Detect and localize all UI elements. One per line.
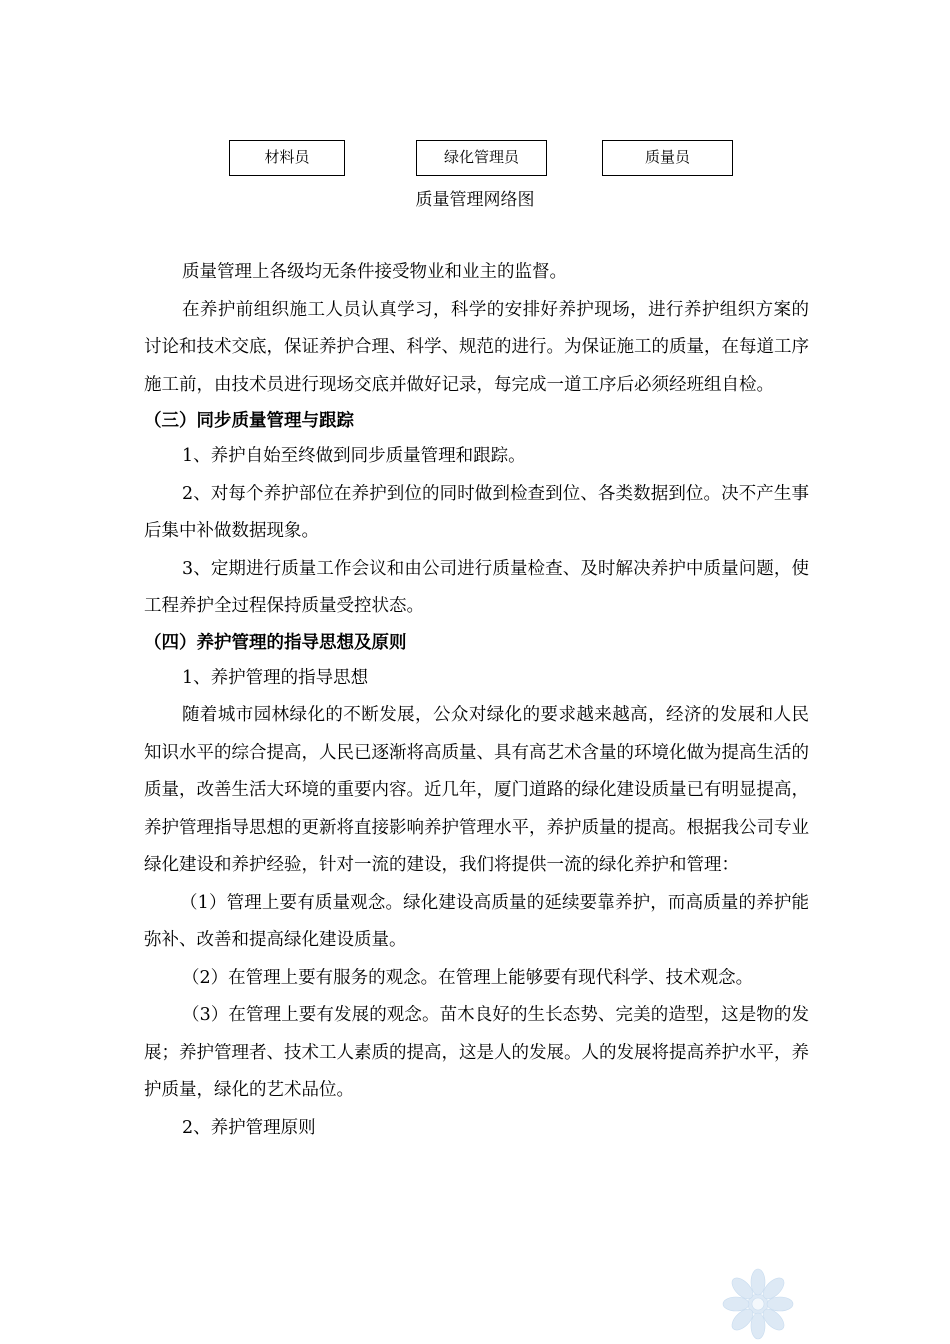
org-box-greening-manager: 绿化管理员: [416, 140, 547, 176]
list-item: 2、对每个养护部位在养护到位的同时做到检查到位、各类数据到位。决不产生事后集中补做数据现象。: [144, 483, 809, 541]
paragraph: 质量管理上各级均无条件接受物业和业主的监督。: [182, 262, 567, 282]
list-item: （3）在管理上要有发展的观念。苗木良好的生长态势、完美的造型，这是物的发展；养护管理者、技术工人素质的提高，这是人的发展。人的发展将提高养护水平，养护质量，绿化的艺术品位。: [144, 1005, 809, 1100]
paragraph: 在养护前组织施工人员认真学习，科学的安排好养护现场，进行养护组织方案的讨论和技术交底，保证养护合理、科学、规范的进行。为保证施工的质量，在每道工序施工前，由技术员进行现场交底并做好记录，每完成一道工序后必须经班组自检。: [144, 299, 809, 395]
subheading: 2、养护管理原则: [182, 1117, 316, 1138]
diagram-caption: 质量管理网络图: [415, 190, 535, 210]
paragraph: 随着城市园林绿化的不断发展，公众对绿化的要求越来越高，经济的发展和人民知识水平的综合提高，人民已逐渐将高质量、具有高艺术含量的环境化做为提高生活的质量，改善生活大环境的重要内容。近几年，厦门道路的绿化建设质量已有明显提高，养护管理指导思想的更新将直接影响养护管理水平，养护质量的提高。根据我公司专业绿化建设和养护经验，针对一流的建设，我们将提供一流的绿化养护和管理：: [144, 705, 809, 875]
subheading: 1、养护管理的指导思想: [182, 667, 369, 688]
org-box-quality-inspector: 质量员: [602, 140, 733, 176]
list-item: 1、养护自始至终做到同步质量管理和跟踪。: [182, 446, 526, 466]
document-body: [144, 254, 809, 1147]
org-box-materials: 材料员: [229, 140, 345, 176]
section-heading: （四）养护管理的指导思想及原则: [144, 632, 407, 653]
section-heading: （三）同步质量管理与跟踪: [144, 411, 354, 431]
list-item: 3、定期进行质量工作会议和由公司进行质量检查、及时解决养护中质量问题，使工程养护全过程保持质量受控状态。: [144, 558, 809, 616]
list-item: （1）管理上要有质量观念。绿化建设高质量的延续要靠养护，而高质量的养护能弥补、改善和提高绿化建设质量。: [144, 892, 809, 950]
snowflake-logo-icon: [718, 1264, 798, 1344]
list-item: （2）在管理上要有服务的观念。在管理上能够要有现代科学、技术观念。: [182, 967, 754, 988]
